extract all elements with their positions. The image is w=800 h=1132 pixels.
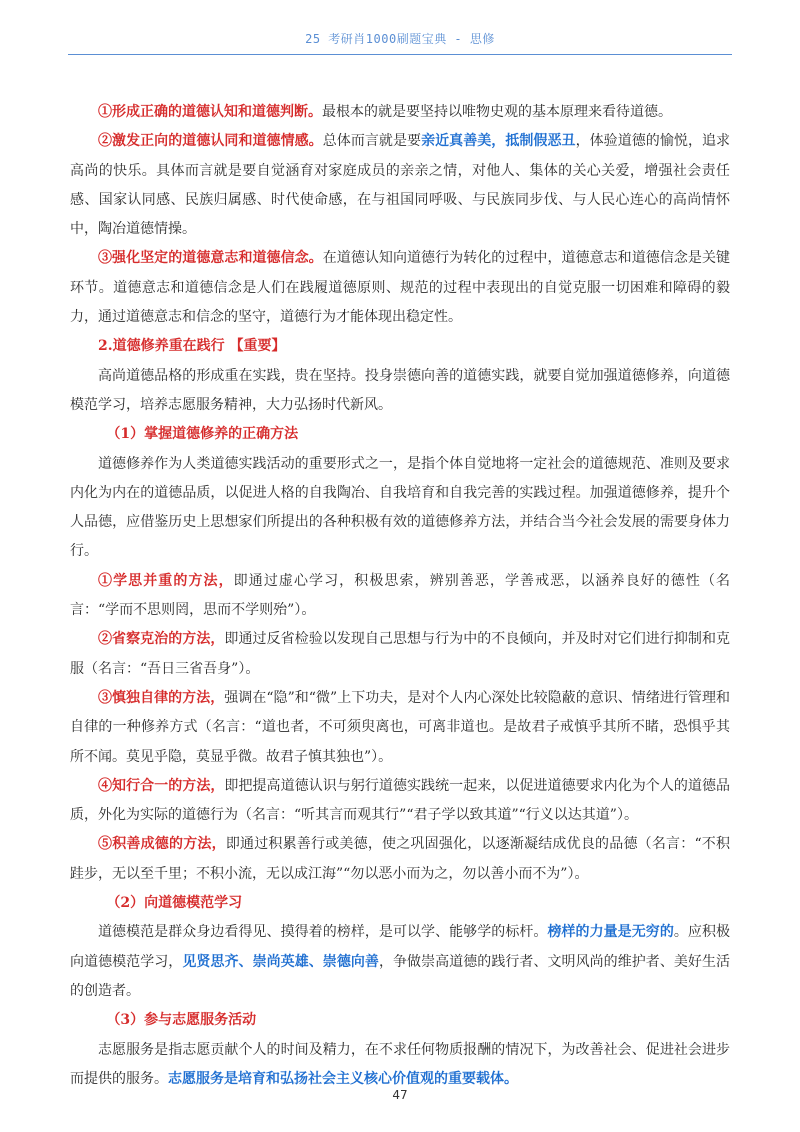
point-heading: ①形成正确的道德认知和道德判断。 — [98, 104, 322, 120]
paragraph-practice: 高尚道德品格的形成重在实践，贵在坚持。投身崇德向善的道德实践，就要自觉加强道德修养，向道德模范学习，培养志愿服务精神，大力弘扬时代新风。 — [70, 367, 730, 413]
paragraph-text: ，体验道德的愉悦，追求高尚的快乐。具体而言就是要自觉涵育对家庭成员的亲亲之情，对他人、集体的关心关爱，增强社会责任感、国家认同感、民族归属感、时代使命感，在与祖国同呼吸、与民族同步伐、与人民心连心的高尚情怀中，陶冶道德情操。 — [70, 133, 731, 238]
method-text: 即通过虚心学习，积极思索，辨别善恶，学善戒恶，以涵养良好的德性（名言：“学而不思则罔，思而不学则殆”）。 — [70, 572, 731, 619]
header-divider — [68, 54, 732, 55]
point-heading: ③强化坚定的道德意志和道德信念。 — [98, 250, 323, 267]
emphasis-text: 抵制假恶丑 — [505, 133, 576, 150]
method-heading: ④知行合一的方法， — [98, 777, 225, 794]
paragraph-text: ，争做崇高道德的践行者、文明风尚的维护者、美好生活的创造者。 — [70, 953, 731, 999]
method-item — [70, 684, 730, 772]
method-item — [70, 830, 730, 889]
paragraph-moral-will — [70, 244, 730, 332]
emphasis-text: 见贤思齐、崇尚英雄、崇德向善 — [182, 953, 379, 970]
subsection-heading: （3）参与志愿服务活动 — [106, 1012, 257, 1029]
method-item — [70, 772, 730, 831]
point-heading: ②激发正向的道德认同和道德情感。 — [98, 133, 323, 150]
emphasis-separator: ， — [491, 133, 506, 150]
page-number: 47 — [392, 1088, 408, 1102]
subsection-heading: （2）向道德模范学习 — [106, 895, 243, 912]
paragraph-text: 总体而言就是要 — [322, 133, 422, 150]
method-heading: ⑤积善成德的方法， — [98, 836, 226, 853]
paragraph-role-models — [70, 918, 730, 1006]
paragraph-text: 道德模范是群众身边看得见、摸得着的榜样，是可以学、能够学的标杆。 — [98, 924, 548, 941]
method-text: 即把提高道德认识与躬行道德实践统一起来，以促进道德要求内化为个人的道德品质，外化为实际的道德行为（名言：“听其言而观其行”“君子学以致其道”“行义以达其道”）。 — [70, 777, 731, 824]
emphasis-text: 志愿服务是培育和弘扬社会主义核心价值观的重要载体。 — [168, 1070, 518, 1087]
paragraph-moral-judgment — [70, 98, 730, 127]
paragraph-cultivation: 道德修养作为人类道德实践活动的重要形式之一，是指个体自觉地将一定社会的道德规范、准则及要求内化为内在的道德品质，以促进人格的自我陶冶、自我培育和自我完善的实践过程。加强道德修养，提升个人品德，应借鉴历史上思想家们所提出的各种积极有效的道德修养方法，并结合当今社会发展的需要身体力行。 — [70, 455, 730, 560]
method-text: 即通过积累善行或美德，使之巩固强化，以逐渐凝结成优良的品德（名言：“不积跬步，无以至千里；不积小流，无以成江海”“勿以恶小而为之，勿以善小而不为”）。 — [70, 836, 731, 882]
method-item — [70, 625, 730, 684]
emphasis-text: 亲近真善美 — [421, 133, 492, 150]
method-heading: ①学思并重的方法， — [98, 572, 234, 589]
emphasis-text: 榜样的力量是无穷的 — [547, 924, 674, 941]
paragraph-text: 。应积极向道德模范学习， — [70, 924, 731, 970]
paragraph-text: 志愿服务是指志愿贡献个人的时间及精力，在不求任何物质报酬的情况下，为改善社会、促进社会进步而提供的服务。 — [70, 1041, 730, 1087]
section-heading: 2.道德修养重在践行 【重要】 — [98, 338, 286, 355]
method-text: 强调在“隐”和“微”上下功夫，是对个人内心深处比较隐蔽的意识、情绪进行管理和自律的一种修养方式（名言：“道也者，不可须臾离也，可离非道也。是故君子戒慎乎其所不睹，恐惧乎其所不闻。莫见乎隐，莫显乎微。故君子慎其独也”）。 — [70, 689, 730, 765]
paragraph-volunteer — [70, 1036, 730, 1095]
paragraph-moral-emotion — [70, 127, 730, 244]
paragraph-text: 在道德认知向道德行为转化的过程中，道德意志和道德信念是关键环节。道德意志和道德信念是人们在践履道德原则、规范的过程中表现出的自觉克服一切困难和障碍的毅力，通过道德意志和信念的坚守，道德行为才能体现出稳定性。 — [70, 250, 731, 326]
method-item — [70, 567, 730, 626]
subsection-heading: （1）掌握道德修养的正确方法 — [106, 426, 299, 443]
running-header: 25 考研肖1000刷题宝典 - 思修 — [305, 32, 495, 46]
method-text: 即通过反省检验以发现自己思想与行为中的不良倾向，并及时对它们进行抑制和克服（名言：“吾日三省吾身”）。 — [70, 631, 731, 677]
method-heading: ③慎独自律的方法， — [98, 689, 225, 706]
method-heading: ②省察克治的方法， — [98, 631, 225, 648]
page-body — [70, 98, 730, 1094]
paragraph-text: 最根本的就是要坚持以唯物史观的基本原理来看待道德。 — [322, 104, 672, 120]
